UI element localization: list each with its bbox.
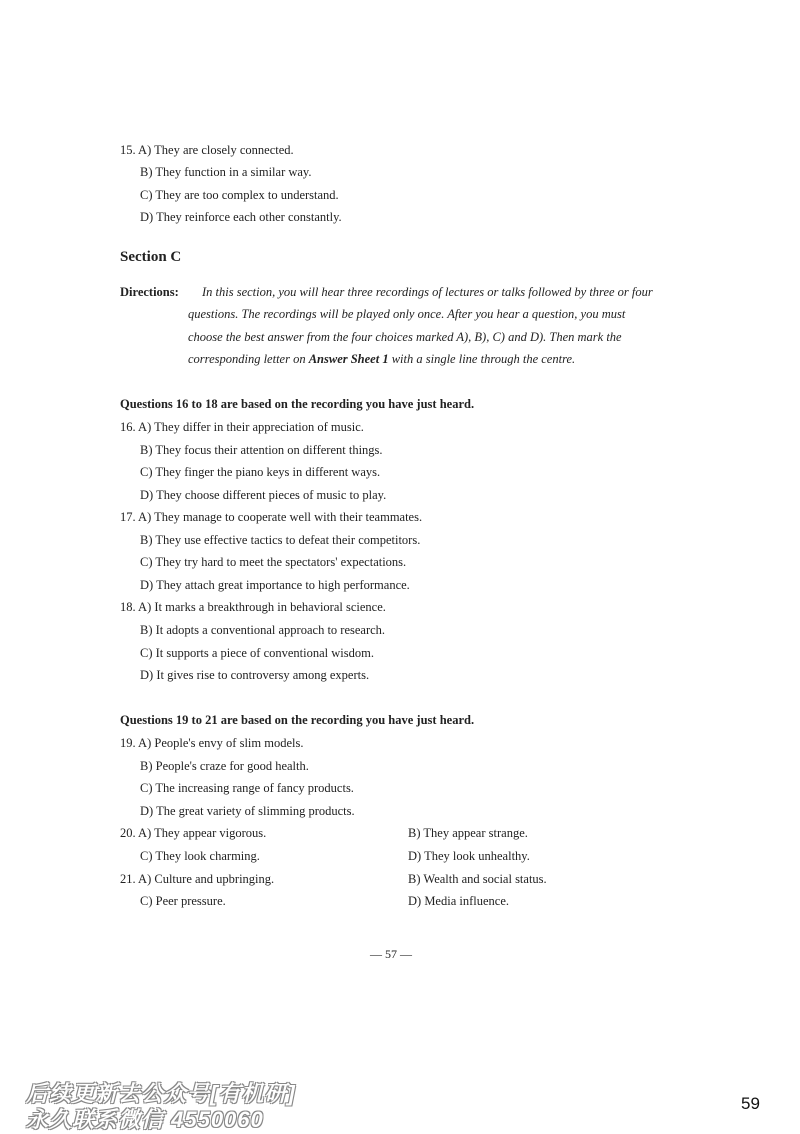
q18-option-d: D) It gives rise to controversy among experts.: [140, 668, 370, 682]
directions-line-3: choose the best answer from the four choices marked A), B), C) and D). Then mark the: [188, 330, 622, 344]
q19-option-c: C) The increasing range of fancy products.: [140, 781, 354, 795]
group1-header: Questions 16 to 18 are based on the recording you have just heard.: [120, 397, 475, 411]
q20-option-b: B) They appear strange.: [408, 826, 528, 840]
q19-option-b: B) People's craze for good health.: [140, 759, 309, 773]
q17-option-d: D) They attach great importance to high performance.: [140, 578, 410, 592]
directions-line-4: corresponding letter on Answer Sheet 1 with a single line through the centre.: [188, 352, 576, 366]
directions-line-1: In this section, you will hear three recordings of lectures or talks followed by three or four: [202, 285, 653, 299]
q20-option-c: C) They look charming.: [140, 849, 260, 863]
q19-option-d: D) The great variety of slimming products.: [140, 804, 355, 818]
section-title: Section C: [120, 249, 182, 265]
q16-option-c: C) They finger the piano keys in different ways.: [140, 465, 381, 479]
q16-option-b: B) They focus their attention on different things.: [140, 443, 383, 457]
q20-option-d: D) They look unhealthy.: [408, 849, 530, 863]
q21-option-d: D) Media influence.: [408, 894, 510, 908]
q18-option-c: C) It supports a piece of conventional wisdom.: [140, 646, 374, 660]
q15-option-d: D) They reinforce each other constantly.: [140, 210, 342, 224]
q18-option-a: 18. A) It marks a breakthrough in behavioral science.: [120, 600, 386, 614]
q19-option-a: 19. A) People's envy of slim models.: [120, 736, 304, 750]
q16-option-d: D) They choose different pieces of music to play.: [140, 488, 387, 502]
q20-option-a: 20. A) They appear vigorous.: [120, 826, 267, 840]
q15-option-c: C) They are too complex to understand.: [140, 188, 339, 202]
q17-option-c: C) They try hard to meet the spectators' expectations.: [140, 555, 407, 569]
q17-option-a: 17. A) They manage to cooperate well with their teammates.: [120, 510, 423, 524]
page-number: — 57 —: [370, 947, 412, 961]
q21-option-c: C) Peer pressure.: [140, 894, 226, 908]
q17-option-b: B) They use effective tactics to defeat their competitors.: [140, 533, 421, 547]
q18-option-b: B) It adopts a conventional approach to research.: [140, 623, 386, 637]
q15-option-b: B) They function in a similar way.: [140, 165, 312, 179]
q21-option-b: B) Wealth and social status.: [408, 872, 547, 886]
watermark-line-2: 永久联系微信 4550060: [26, 1107, 264, 1132]
directions-line-2: questions. The recordings will be played only once. After you hear a question, you must: [188, 307, 626, 321]
q16-option-a: 16. A) They differ in their appreciation of music.: [120, 420, 364, 434]
directions-label: Directions:: [120, 285, 179, 299]
q21-option-a: 21. A) Culture and upbringing.: [120, 872, 275, 886]
q15-option-a: 15. A) They are closely connected.: [120, 143, 294, 157]
corner-page-number: 59: [741, 1094, 760, 1113]
group2-header: Questions 19 to 21 are based on the recording you have just heard.: [120, 713, 475, 727]
watermark-line-1: 后续更新去公众号[有机研]: [26, 1081, 296, 1106]
